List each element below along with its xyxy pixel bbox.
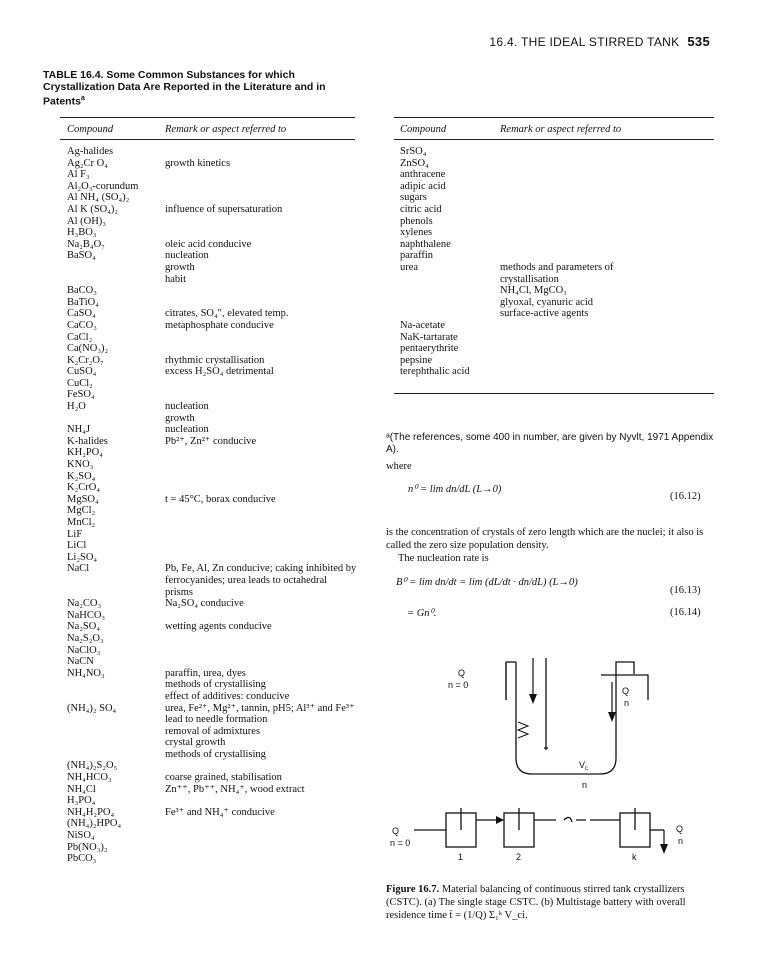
table-row: [67, 784, 357, 796]
compound-cell: [67, 726, 165, 738]
remark-cell: [500, 343, 710, 355]
compound-cell: Na-acetate: [400, 319, 445, 331]
text-where: where: [386, 461, 412, 472]
table-row: [67, 830, 357, 842]
running-head-title: 16.4. THE IDEAL STIRRED TANK: [489, 35, 680, 49]
table-row: [67, 146, 357, 158]
remark-cell: [165, 378, 357, 390]
right-col-header-remark: Remark or aspect referred to: [500, 124, 622, 135]
table-row: [67, 505, 357, 517]
compound-cell: NH₄HCO₃: [67, 772, 112, 784]
remark-cell: paraffin, urea, dyes: [165, 667, 246, 679]
compound-cell: ZnSO₄: [400, 157, 429, 169]
compound-cell: xylenes: [400, 227, 433, 239]
eq1-number: (16.12): [670, 491, 701, 502]
fig-a-label-vc-sub: c: [585, 766, 589, 772]
table-row: [67, 853, 357, 865]
eq2-text: B⁰ = lim dn/dt = lim (dL/dt · dn/dL) (L→0): [396, 577, 578, 588]
equation-16-13: [396, 576, 578, 588]
table-row: [67, 181, 357, 193]
compound-cell: pepsine: [400, 354, 433, 366]
remark-cell: [165, 459, 357, 471]
remark-cell: [165, 656, 357, 668]
remark-cell: Zn⁺⁺, Pb⁺⁺, NH₄⁺, wood extract: [165, 783, 305, 795]
table-row: [400, 343, 710, 355]
table-row: [67, 772, 357, 784]
fig-a-label-n-out: n: [624, 698, 630, 708]
fig-a-label-n-tank: n: [582, 780, 588, 790]
table-row: [400, 308, 710, 320]
table-row: [400, 181, 710, 193]
remark-cell: crystal growth: [165, 737, 226, 749]
left-col-header-remark: Remark or aspect referred to: [165, 124, 287, 135]
compound-cell: Na₂SO₄: [67, 621, 100, 633]
fig-a-label-q-in: Q: [458, 668, 466, 678]
compound-cell: [67, 749, 165, 761]
remark-cell: glyoxal, cyanuric acid: [500, 296, 594, 308]
compound-cell: CuSO₄: [67, 366, 97, 378]
table-row: [400, 250, 710, 262]
compound-cell: H₂O: [67, 401, 86, 413]
paragraph-nucleation-rate: The nucleation rate is: [398, 553, 489, 564]
right-table-top-rule: [394, 117, 714, 118]
table-row: [67, 204, 357, 216]
table-row: [67, 459, 357, 471]
compound-cell: [400, 297, 500, 309]
compound-cell: H₃BO₃: [67, 227, 97, 239]
compound-cell: CaSO₄: [67, 308, 96, 320]
remark-cell: coarse grained, stabilisation: [165, 772, 282, 784]
compound-cell: Al₂O₃-corundum: [67, 180, 139, 192]
table-row: [67, 216, 357, 228]
fig-b-tank-1: 1: [458, 852, 464, 862]
compound-cell: MgSO₄: [67, 493, 99, 505]
table-row: [400, 262, 710, 274]
table-row: [67, 320, 357, 332]
figure-16-7-diagram: [386, 630, 716, 875]
remark-cell: [165, 227, 357, 239]
table-row: [67, 807, 357, 819]
compound-cell: NiSO₄: [67, 830, 95, 842]
remark-cell: [500, 239, 710, 251]
compound-cell: [67, 737, 165, 749]
table-row: [67, 239, 357, 251]
remark-cell: [165, 169, 357, 181]
compound-cell: BaCO₃: [67, 285, 97, 297]
eq3-number: (16.14): [670, 607, 701, 618]
table-row: [67, 621, 357, 633]
table-row: [67, 517, 357, 529]
table-row: [67, 529, 357, 541]
fig-a-label-vc: [579, 760, 588, 772]
feed-pipe-a: [529, 658, 537, 704]
compound-cell: K₂SO₄: [67, 470, 96, 482]
table-row: [67, 378, 357, 390]
remark-cell: wetting agents conducive: [165, 621, 272, 633]
compound-cell: (NH₄)₂HPO₄: [67, 818, 122, 830]
table-row: [67, 679, 357, 691]
equation-16-14: [407, 607, 436, 619]
compound-cell: Ag-halides: [67, 146, 114, 157]
table-row: [67, 656, 357, 668]
table-row: [400, 239, 710, 251]
table-row: [67, 192, 357, 204]
compound-cell: (NH₄)₂S₂O₅: [67, 760, 118, 772]
compound-cell: NH₄NO₃: [67, 667, 105, 679]
table-row: [67, 552, 357, 564]
table-row: [67, 563, 357, 598]
compound-cell: PbCO₃: [67, 853, 97, 865]
remark-cell: surface-active agents: [500, 308, 589, 320]
compound-cell: FeSO₄: [67, 389, 95, 401]
compound-cell: K₂CrO₄: [67, 482, 100, 494]
compound-cell: [400, 274, 500, 286]
table-row: [67, 482, 357, 494]
table-row: [400, 332, 710, 344]
compound-cell: [67, 274, 165, 286]
remark-cell: growth kinetics: [165, 157, 231, 169]
remark-cell: removal of admixtures: [165, 725, 261, 737]
table-row: [67, 842, 357, 854]
table-row: [67, 262, 357, 274]
remark-cell: [165, 297, 357, 309]
fig-b-tank-k: k: [632, 852, 637, 862]
table-row: [67, 760, 357, 772]
fig-a-label-q-out: Q: [622, 686, 630, 696]
table-row: [67, 250, 357, 262]
remark-cell: nucleation: [165, 401, 209, 413]
right-col-header-compound: Compound: [400, 124, 447, 135]
remark-cell: oleic acid conducive: [165, 238, 252, 250]
remark-cell: growth: [165, 261, 195, 273]
compound-cell: NaK-tartarate: [400, 331, 458, 343]
table-caption: [43, 69, 343, 108]
table-row: [67, 227, 357, 239]
compound-cell: pentaerythrite: [400, 343, 459, 355]
remark-cell: [500, 332, 710, 344]
table-row: [67, 355, 357, 367]
compound-cell: Na₂CO₃: [67, 598, 102, 610]
compound-cell: MgCl₂: [67, 505, 96, 517]
compound-cell: CaCO₃: [67, 319, 97, 331]
table-row: [67, 795, 357, 807]
right-table-header-rule: [394, 139, 714, 140]
table-row: [400, 355, 710, 367]
remark-cell: [165, 529, 357, 541]
remark-cell: nucleation: [165, 424, 209, 436]
table-row: [67, 389, 357, 401]
remark-cell: [165, 760, 357, 772]
table-row: [67, 401, 357, 413]
remark-cell: [500, 192, 710, 204]
compound-cell: citric acid: [400, 203, 442, 215]
remark-cell: [165, 830, 357, 842]
remark-cell: [500, 216, 710, 228]
table-row: [67, 540, 357, 552]
remark-cell: [500, 366, 710, 378]
fig-a-label-vc-main: V: [579, 760, 586, 770]
compound-cell: MnCl₂: [67, 517, 96, 528]
table-row: [400, 216, 710, 228]
table-row: [67, 737, 357, 749]
compound-cell: urea: [400, 261, 419, 273]
single-stage-cstc: [506, 658, 648, 774]
compound-cell: SrSO₄: [400, 146, 427, 157]
remark-cell: [165, 192, 357, 204]
compound-cell: Pb(NO₃)₂: [67, 841, 108, 853]
remark-cell: [500, 204, 710, 216]
table-row: [67, 285, 357, 297]
table-row: [67, 436, 357, 448]
table-row: [67, 749, 357, 761]
eq1-text: n⁰ = lim dn/dL (L→0): [408, 484, 502, 495]
table-row: [400, 227, 710, 239]
remark-cell: [165, 842, 357, 854]
compound-cell: NH₄J: [67, 424, 90, 436]
remark-cell: [165, 181, 357, 193]
remark-cell: t = 45°C, borax conducive: [165, 493, 276, 505]
figure-caption-text: Material balancing of continuous stirred tank crystallizers (CSTC). (a) The single stage CSTC. (b) Multistage battery with overall residence time t̄ = (1/Q) Σ₁ᵏ V_ci.: [386, 884, 686, 921]
fig-b-tank-2: 2: [516, 852, 522, 862]
compound-cell: NaClO₃: [67, 644, 101, 656]
remark-cell: [500, 250, 710, 262]
table-row: [67, 691, 357, 703]
remark-cell: [165, 633, 357, 645]
table-row: [67, 494, 357, 506]
compound-cell: [67, 691, 165, 703]
table-row: [67, 297, 357, 309]
compound-cell: NaCl: [67, 563, 90, 575]
compound-cell: Ag₂Cr O₄: [67, 157, 108, 169]
compound-cell: H₃PO₄: [67, 795, 96, 807]
compound-cell: [400, 308, 500, 320]
remark-cell: Na₂SO₄ conducive: [165, 598, 244, 610]
remark-cell: influence of supersaturation: [165, 203, 283, 215]
fig-b-label-n-out: n: [678, 836, 684, 846]
fig-b-label-q-in: Q: [392, 826, 400, 836]
compound-cell: [67, 262, 165, 274]
compound-cell: Al F₃: [67, 169, 90, 181]
compound-cell: K-halides: [67, 435, 108, 447]
fig-b-label-q-out: Q: [676, 824, 684, 834]
remark-cell: [500, 355, 710, 367]
compound-cell: [67, 413, 165, 425]
compound-cell: [400, 285, 500, 297]
remark-cell: [500, 169, 710, 181]
table-row: [67, 726, 357, 738]
compound-cell: NaCN: [67, 656, 94, 668]
remark-cell: [165, 610, 357, 622]
table-row: [67, 332, 357, 344]
table-row: [400, 158, 710, 170]
left-table-body: [67, 146, 357, 865]
remark-cell: methods of crystallising: [165, 748, 266, 760]
eq3-text: = Gn⁰.: [407, 608, 437, 619]
remark-cell: [165, 285, 357, 297]
compound-cell: KNO₃: [67, 459, 94, 471]
table-caption-text: TABLE 16.4. Some Common Substances for which Crystallization Data Are Reported in the Literature and in Patents: [43, 69, 326, 108]
compound-cell: K₂Cr₂O₇: [67, 354, 104, 366]
table-row: [67, 703, 357, 726]
remark-cell: [165, 645, 357, 657]
table-row: [67, 645, 357, 657]
table-row: [67, 169, 357, 181]
outflow-arrow-a: [608, 682, 616, 722]
compound-cell: Al NH₄ (SO₄)₂: [67, 192, 130, 204]
table-row: [400, 146, 710, 158]
remark-cell: [500, 181, 710, 193]
remark-cell: [165, 552, 357, 564]
remark-cell: [165, 540, 357, 552]
table-row: [67, 447, 357, 459]
table-row: [67, 343, 357, 355]
remark-cell: metaphosphate conducive: [165, 319, 274, 331]
table-row: [67, 413, 357, 425]
remark-cell: citrates, SO₄″, elevated temp.: [165, 308, 289, 320]
compound-cell: Ca(NO₃)₂: [67, 343, 109, 355]
remark-cell: methods and parameters of: [500, 261, 614, 273]
left-col-header-compound: Compound: [67, 124, 114, 135]
remark-cell: [165, 389, 357, 401]
compound-cell: CaCl₂: [67, 331, 93, 343]
remark-cell: urea, Fe²⁺, Mg²⁺, tannin, pH5; Al³⁺ and Fe³⁺ lead to needle formation: [165, 702, 355, 726]
remark-cell: Pb, Fe, Al, Zn conducive; caking inhibited by ferrocyanides; urea leads to octahedral prisms: [165, 563, 357, 598]
compound-cell: NH₄H₂PO₄: [67, 806, 115, 818]
outflow-arrowhead-b: [660, 844, 668, 854]
compound-cell: (NH₄)₂ SO₄: [67, 702, 117, 714]
table-row: [67, 471, 357, 483]
remark-cell: [165, 332, 357, 344]
right-table-bottom-rule: [394, 393, 714, 394]
table-caption-footnote-mark: a: [80, 95, 85, 102]
remark-cell: [165, 795, 357, 807]
remark-cell: [500, 320, 710, 332]
table-row: [67, 668, 357, 680]
remark-cell: habit: [165, 273, 186, 285]
page-number: 535: [687, 34, 710, 49]
remark-cell: rhythmic crystallisation: [165, 354, 265, 366]
remark-cell: [165, 517, 357, 529]
right-table-body: [400, 146, 710, 378]
table-row: [67, 818, 357, 830]
figure-caption: [386, 883, 716, 922]
multistage-battery: [414, 808, 664, 847]
compound-cell: anthracene: [400, 169, 446, 181]
left-table-top-rule: [60, 117, 355, 118]
remark-cell: [165, 471, 357, 483]
remark-cell: [500, 158, 710, 170]
remark-cell: [165, 505, 357, 517]
compound-cell: NaHCO₃: [67, 609, 106, 621]
remark-cell: [500, 227, 710, 239]
compound-cell: NH₄Cl: [67, 783, 96, 795]
compound-cell: LiF: [67, 528, 83, 540]
figure-caption-label: Figure 16.7.: [386, 884, 440, 895]
table-row: [400, 192, 710, 204]
paragraph-zero-size: is the concentration of crystals of zero length which are the nuclei; it also is called the zero size population density.: [386, 527, 704, 551]
remark-cell: nucleation: [165, 250, 209, 262]
compound-cell: Al K (SO₄)₂: [67, 203, 119, 215]
remark-cell: [500, 146, 710, 158]
left-table-header-rule: [60, 139, 355, 140]
remark-cell: [165, 216, 357, 228]
remark-cell: crystallisation: [500, 273, 559, 285]
compound-cell: Na₂B₄O₇: [67, 238, 105, 250]
compound-cell: terephthalic acid: [400, 366, 470, 378]
remark-cell: [165, 447, 357, 459]
compound-cell: Al (OH)₃: [67, 215, 106, 227]
table-row: [67, 308, 357, 320]
equation-16-12: [408, 483, 501, 495]
compound-cell: Li₂SO₄: [67, 551, 98, 563]
table-row: [67, 366, 357, 378]
table-row: [400, 297, 710, 309]
table-row: [67, 158, 357, 170]
eq2-number: (16.13): [670, 585, 701, 596]
compound-cell: KH₂PO₄: [67, 447, 103, 459]
table-row: [400, 169, 710, 181]
remark-cell: [165, 343, 357, 355]
table-row: [67, 598, 357, 610]
compound-cell: [67, 679, 165, 691]
table-row: [67, 424, 357, 436]
remark-cell: [165, 146, 357, 158]
remark-cell: [165, 818, 357, 830]
compound-cell: LiCl: [67, 540, 87, 552]
table-row: [67, 274, 357, 286]
compound-cell: BaSO₄: [67, 250, 96, 262]
compound-cell: naphthalene: [400, 238, 451, 250]
compound-cell: phenols: [400, 215, 433, 227]
stage-arrow-1: [496, 816, 504, 824]
table-row: [67, 610, 357, 622]
remark-cell: [165, 482, 357, 494]
compound-cell: sugars: [400, 192, 427, 204]
table-row: [400, 285, 710, 297]
table-footnote: ᵃ(The references, some 400 in number, are given by Nyvlt, 1971 Appendix A).: [386, 432, 714, 455]
remark-cell: excess H₂SO₄ detrimental: [165, 366, 274, 378]
table-row: [400, 204, 710, 216]
fig-a-label-n-in: n = 0: [448, 680, 469, 690]
compound-cell: CuCl₂: [67, 377, 93, 389]
running-head: [489, 34, 710, 49]
table-row: [400, 274, 710, 286]
compound-cell: BaTiO₄: [67, 296, 99, 308]
remark-cell: Pb²⁺, Zn²⁺ conducive: [165, 435, 257, 447]
table-row: [400, 366, 710, 378]
remark-cell: effect of additives: conducive: [165, 690, 290, 702]
compound-cell: paraffin: [400, 250, 434, 262]
table-row: [67, 633, 357, 645]
fig-b-label-n-in: n = 0: [390, 838, 411, 848]
compound-cell: adipic acid: [400, 180, 446, 192]
remark-cell: Fe³⁺ and NH₄⁺ conducive: [165, 806, 275, 818]
remark-cell: NH₄Cl, MgCO₃: [500, 285, 567, 297]
table-row: [400, 320, 710, 332]
remark-cell: [165, 853, 357, 865]
remark-cell: methods of crystallising: [165, 679, 266, 691]
remark-cell: growth: [165, 412, 195, 424]
compound-cell: Na₂S₂O₃: [67, 632, 104, 644]
